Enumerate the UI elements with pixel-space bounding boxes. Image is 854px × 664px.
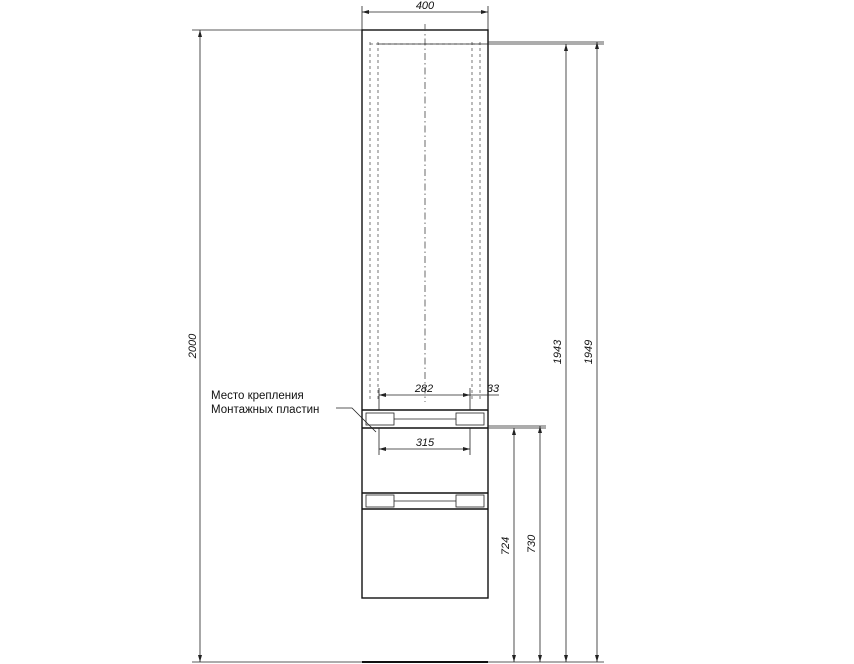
- dim-lower-height-outer: [488, 426, 546, 662]
- dim-inner-width: [379, 383, 500, 410]
- dim-inner-width-label: 282: [414, 383, 434, 395]
- mounting-note-line1: Место крепления: [211, 390, 304, 402]
- mounting-note: [211, 390, 319, 416]
- dim-upper-height: [378, 44, 604, 662]
- dim-upper-height-outer-label: 1949: [583, 339, 595, 365]
- dim-top-width-label: 400: [415, 0, 435, 12]
- dim-total-height: [187, 30, 362, 662]
- dim-total-height-label: 2000: [187, 333, 199, 359]
- dim-upper-height-outer: [488, 42, 604, 662]
- dim-plate-width-label: 315: [415, 437, 435, 449]
- dim-lower-height-label: 724: [500, 536, 512, 556]
- upper-door-detail: [370, 24, 480, 402]
- dim-lower-height-outer-label: 730: [526, 534, 538, 554]
- dim-upper-height-label: 1943: [552, 339, 564, 365]
- dim-side-offset-label: 33: [486, 383, 500, 395]
- mounting-note-line2: Монтажных пластин: [211, 404, 320, 416]
- dim-plate-width: [379, 428, 470, 455]
